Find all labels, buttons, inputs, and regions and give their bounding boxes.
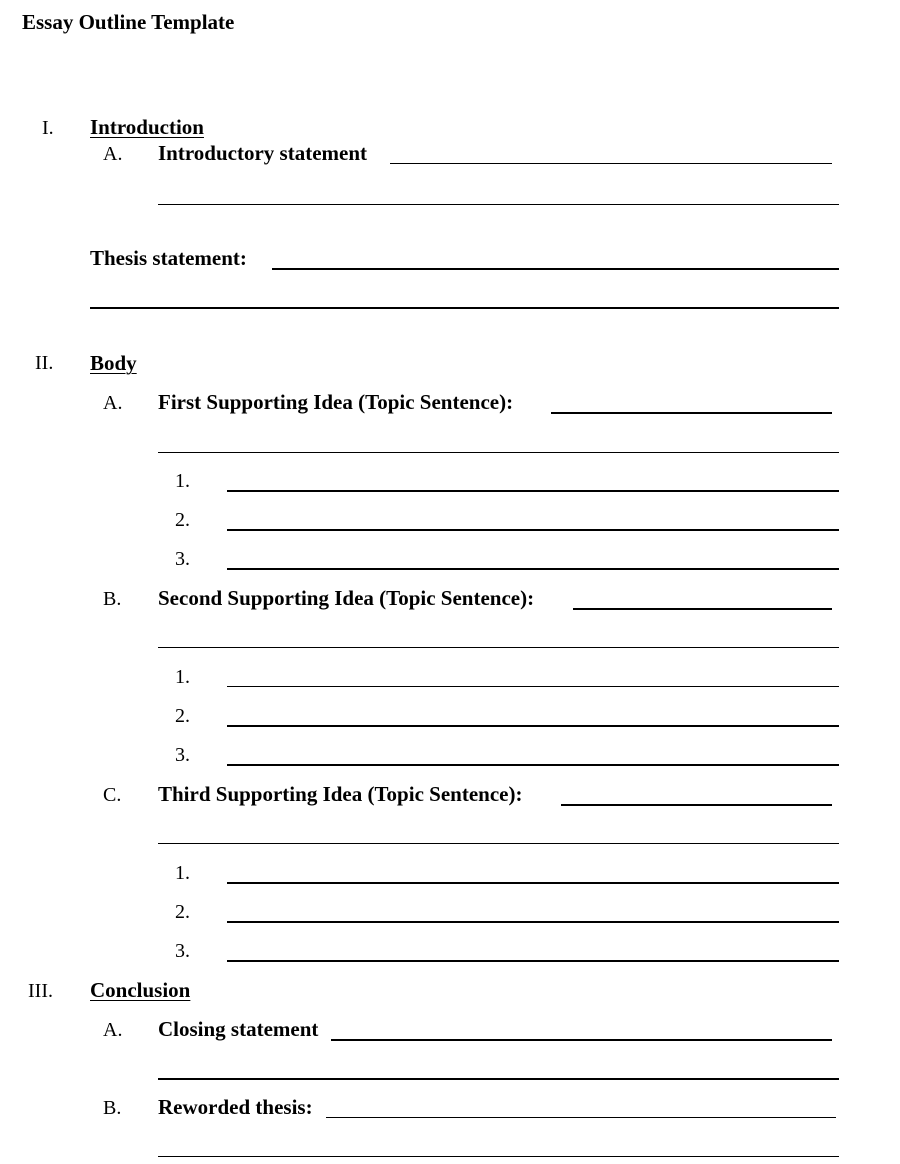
section-numeral-introduction: I. (42, 117, 54, 139)
section-heading-conclusion: Conclusion (90, 978, 191, 1002)
first-idea-detail-number-3: 3. (175, 548, 190, 570)
reworded-thesis-line-2[interactable] (158, 1156, 839, 1157)
introductory-statement-label: Introductory statement (158, 141, 367, 165)
third-idea-detail-line-3[interactable] (227, 960, 839, 962)
third-idea-detail-number-1: 1. (175, 862, 190, 884)
reworded-thesis-label: Reworded thesis: (158, 1095, 313, 1119)
third-idea-detail-number-3: 3. (175, 940, 190, 962)
second-supporting-idea-label: Second Supporting Idea (Topic Sentence): (158, 586, 535, 610)
third-idea-detail-line-1[interactable] (227, 882, 839, 884)
body-idea-letter-c: C. (103, 784, 122, 806)
section-numeral-conclusion: III. (28, 980, 53, 1002)
thesis-statement-line-2[interactable] (90, 307, 839, 309)
first-idea-detail-line-1[interactable] (227, 490, 839, 492)
section-heading-introduction: Introduction (90, 115, 204, 139)
conclusion-item-letter-b: B. (103, 1097, 122, 1119)
first-idea-detail-line-2[interactable] (227, 529, 839, 531)
conclusion-item-letter-a: A. (103, 1019, 123, 1041)
first-idea-detail-line-3[interactable] (227, 568, 839, 570)
body-idea-letter-a: A. (103, 392, 123, 414)
thesis-statement-line[interactable] (272, 268, 839, 270)
third-idea-detail-number-2: 2. (175, 901, 190, 923)
second-idea-detail-line-2[interactable] (227, 725, 839, 727)
thesis-statement-label: Thesis statement: (90, 246, 247, 270)
second-idea-detail-number-2: 2. (175, 705, 190, 727)
section-heading-body: Body (90, 351, 137, 375)
introduction-item-letter-a: A. (103, 143, 123, 165)
second-supporting-idea-line-2[interactable] (158, 647, 839, 648)
first-idea-detail-number-1: 1. (175, 470, 190, 492)
third-supporting-idea-label: Third Supporting Idea (Topic Sentence): (158, 782, 523, 806)
second-idea-detail-line-1[interactable] (227, 686, 839, 687)
page-title: Essay Outline Template (22, 10, 235, 34)
first-idea-detail-number-2: 2. (175, 509, 190, 531)
third-supporting-idea-line-2[interactable] (158, 843, 839, 844)
first-supporting-idea-line[interactable] (551, 412, 832, 414)
second-idea-detail-number-3: 3. (175, 744, 190, 766)
introductory-statement-line[interactable] (390, 163, 832, 164)
third-supporting-idea-line[interactable] (561, 804, 832, 806)
first-supporting-idea-label: First Supporting Idea (Topic Sentence): (158, 390, 514, 414)
body-idea-letter-b: B. (103, 588, 122, 610)
closing-statement-line[interactable] (331, 1039, 832, 1041)
section-numeral-body: II. (35, 352, 54, 374)
introductory-statement-line-2[interactable] (158, 204, 839, 205)
second-idea-detail-number-1: 1. (175, 666, 190, 688)
third-idea-detail-line-2[interactable] (227, 921, 839, 923)
first-supporting-idea-line-2[interactable] (158, 452, 839, 453)
closing-statement-line-2[interactable] (158, 1078, 839, 1080)
second-idea-detail-line-3[interactable] (227, 764, 839, 766)
reworded-thesis-line[interactable] (326, 1117, 836, 1118)
second-supporting-idea-line[interactable] (573, 608, 832, 610)
closing-statement-label: Closing statement (158, 1017, 319, 1041)
